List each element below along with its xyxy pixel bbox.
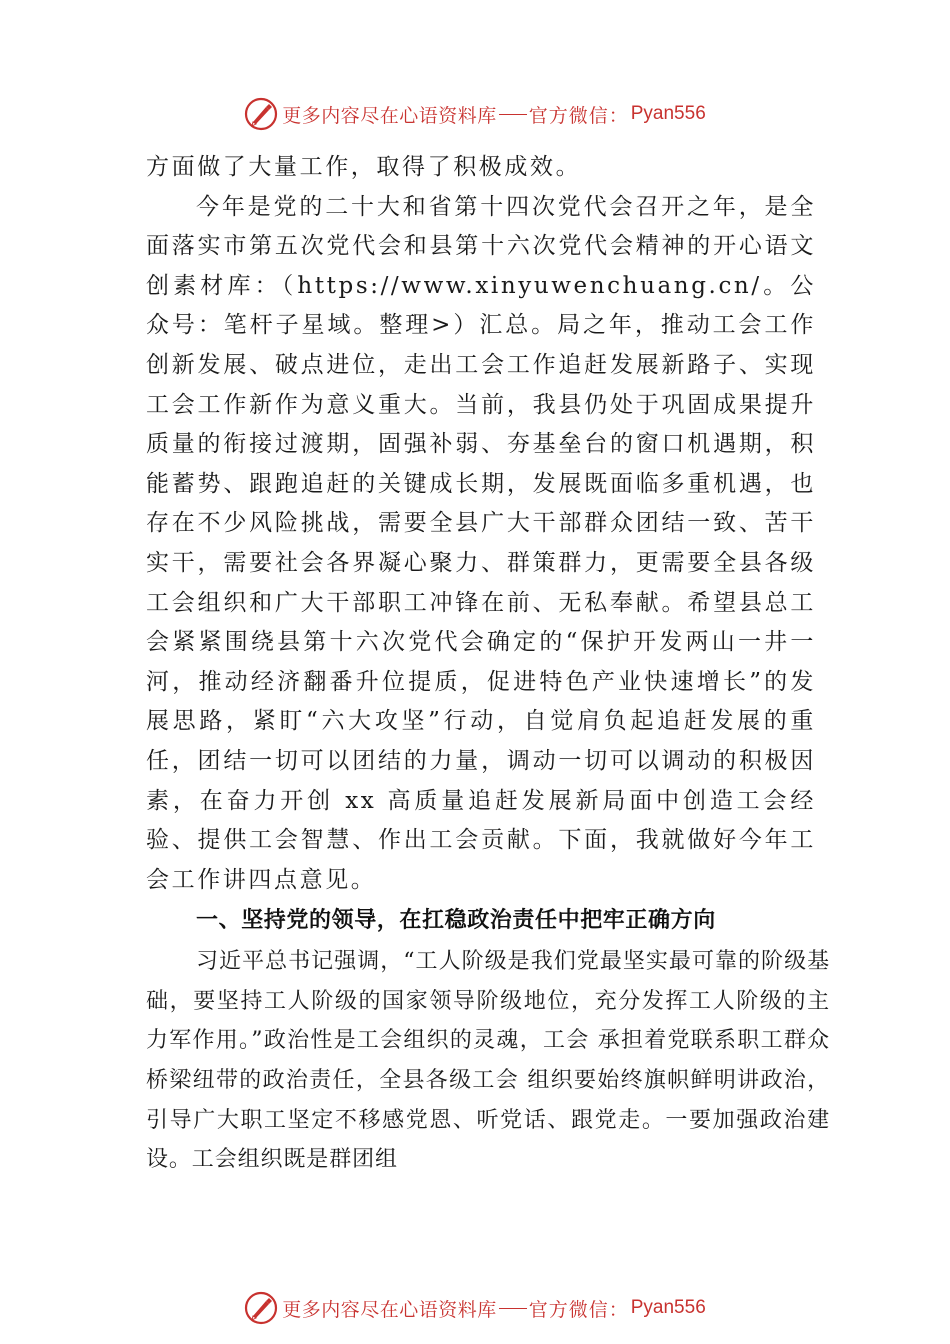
banner-dash (499, 1308, 527, 1309)
banner-slogan: 更多内容尽在心语资料库 (282, 104, 497, 127)
document-body (146, 148, 830, 1180)
banner-wechat-id: Pyan556 (630, 1297, 706, 1318)
banner-official-label: 官方微信： (528, 1298, 629, 1321)
header-watermark-banner (0, 94, 950, 134)
banner-slogan: 更多内容尽在心语资料库 (282, 1298, 497, 1321)
pen-logo-icon (244, 97, 278, 131)
paragraph-3: 习近平总书记强调，“工人阶级是我们党最坚实最可靠的阶级基础，要坚持工人阶级的国家领导阶级地位，充分发挥工人阶级的主力军作用。”政治性是工会组织的灵魂，工会 承担着党联系职工群众桥梁纽带的政治责任，全县各级工会 组织要始终旗帜鲜明讲政治，引导广大职工坚定不移感党恩、听党话、跟党走。一要加强政治建设。工会组织既是群团组 (146, 949, 830, 1173)
footer-watermark-banner (0, 1288, 950, 1328)
pen-logo-icon (244, 1291, 278, 1325)
banner-dash (499, 114, 527, 115)
banner-wechat-id: Pyan556 (630, 103, 706, 124)
paragraph-1: 方面做了大量工作，取得了积极成效。 (146, 154, 582, 180)
section-heading-1: 一、坚持党的领导，在扛稳政治责任中把牢正确方向 (196, 908, 716, 934)
banner-official-label: 官方微信： (528, 104, 629, 127)
paragraph-2: 今年是党的二十大和省第十四次党代会召开之年，是全面落实市第五次党代会和县第十六次党代会精神的开心语文创素材库：（https://www.xinyuwenchuang.cn/。公众号：笔杆子星域。整理>）汇总。局之年，推动工会工作创新发展、破点进位，走出工会工作追赶发展新路子、实现工会工作新作为意义重大。当前，我县仍处于巩固成果提升质量的衔接过渡期，固强补弱、夯基垒台的窗口机遇期，积能蓄势、跟跑追赶的关键成长期，发展既面临多重机遇，也存在不少风险挑战，需要全县广大干部群众团结一致、苦干实干，需要社会各界凝心聚力、群策群力，更需要全县各级工会组织和广大干部职工冲锋在前、无私奉献。希望县总工会紧紧围绕县第十六次党代会确定的“保护开发两山一井一河，推动经济翻番升位提质，促进特色产业快速增长”的发展思路，紧盯“六大攻坚”行动，自觉肩负起追赶发展的重任，团结一切可以团结的力量，调动一切可以调动的积极因素，在奋力开创 xx 高质量追赶发展新局面中创造工会经验、提供工会智慧、作出工会贡献。下面，我就做好今年工会工作讲四点意见。 (146, 193, 816, 893)
